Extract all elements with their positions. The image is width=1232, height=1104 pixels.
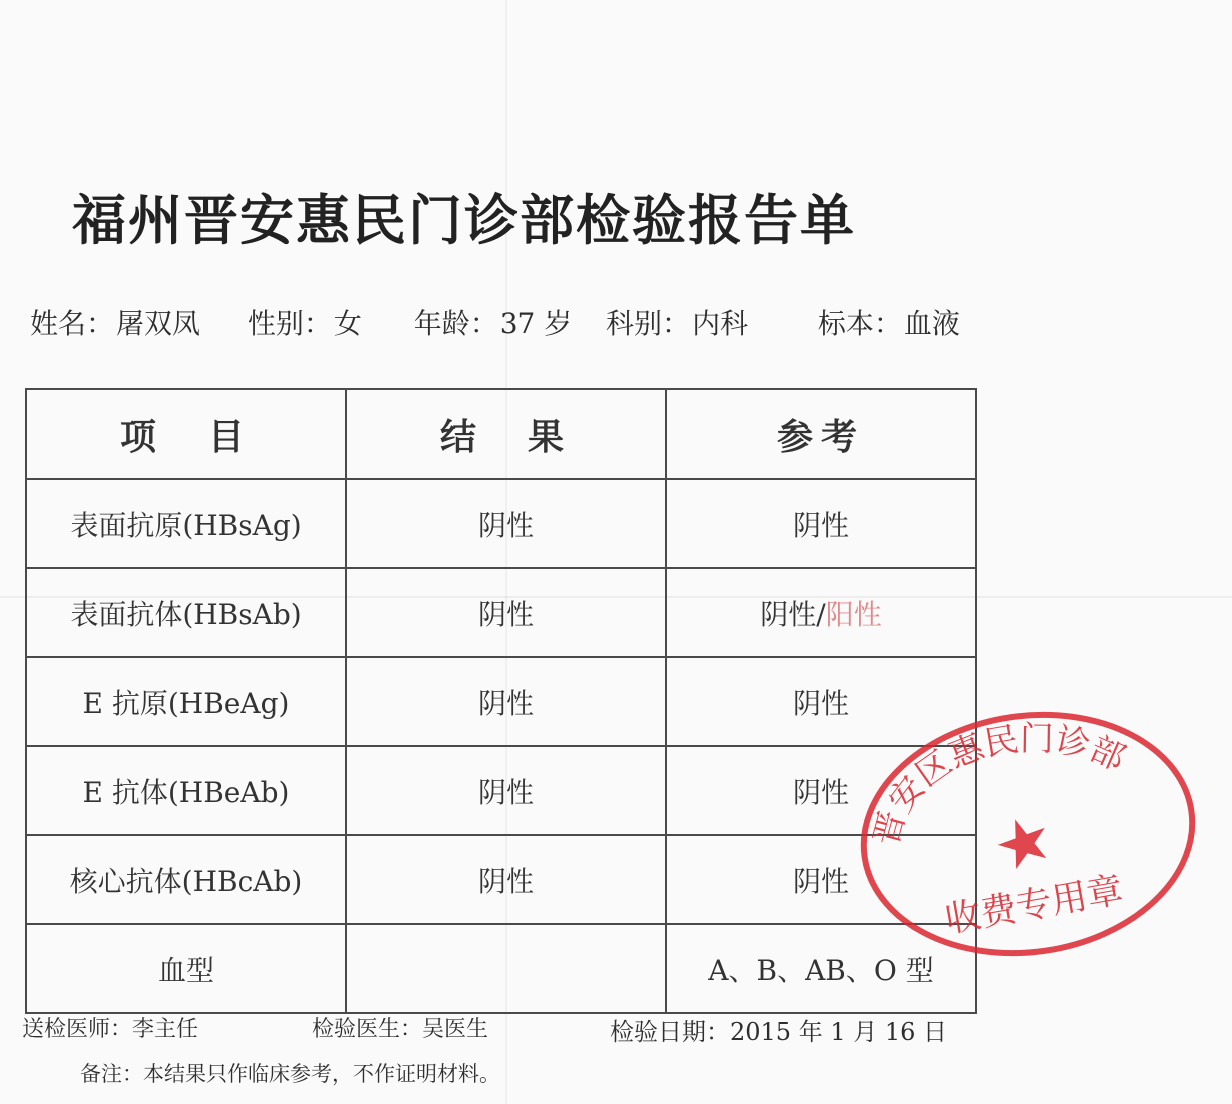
row-result: [346, 924, 666, 1013]
patient-specimen: 血液: [903, 307, 960, 340]
seal-text-bottom: 收费专用章: [941, 869, 1127, 942]
table-row: [26, 835, 976, 924]
row-item: E 抗原(HBeAg): [26, 657, 346, 746]
table-row: [26, 568, 976, 657]
patient-dept: 内科: [692, 307, 749, 340]
row-reference: [666, 568, 976, 657]
reference-negative: 阴性/: [760, 597, 826, 631]
table-row: [26, 657, 976, 746]
examining-doctor-label: 检验医生：: [312, 1017, 423, 1042]
patient-sex: 女: [333, 307, 362, 340]
patient-age: 37 岁: [499, 307, 573, 340]
seal-star-icon: [992, 811, 1055, 872]
referring-doctor: [22, 1012, 198, 1043]
footer-signatures: [22, 1012, 982, 1044]
row-reference: 阴性: [666, 835, 976, 924]
table-header-row: [26, 389, 976, 479]
dept-label: 科别：: [606, 307, 691, 340]
row-result: 阴性: [346, 657, 666, 746]
row-item: E 抗体(HBeAb): [26, 746, 346, 835]
header-result: 结 果: [346, 389, 666, 479]
table-row: [26, 479, 976, 568]
row-reference: 阴性: [666, 479, 976, 568]
row-reference: A、B、AB、O 型: [666, 924, 976, 1013]
official-seal-stamp: [858, 706, 1198, 958]
row-item: 核心抗体(HBcAb): [26, 835, 346, 924]
header-reference: 参考: [666, 389, 976, 479]
row-result: 阴性: [346, 568, 666, 657]
report-title: 福州晋安惠民门诊部检验报告单: [72, 189, 856, 252]
exam-date-value: 2015 年 1 月 16 日: [730, 1018, 948, 1046]
row-reference: 阴性: [666, 657, 976, 746]
referring-doctor-label: 送检医师：: [22, 1017, 133, 1042]
table-row: [26, 924, 976, 1013]
examining-doctor-name: 吴医生: [422, 1017, 489, 1042]
examining-doctor: [312, 1012, 488, 1043]
row-reference: 阴性: [666, 746, 976, 835]
exam-date-label: 检验日期：: [610, 1018, 730, 1046]
age-label: 年龄：: [413, 307, 498, 340]
name-label: 姓名：: [30, 307, 115, 340]
table-row: [26, 746, 976, 835]
reference-positive: 阳性: [825, 597, 882, 631]
header-item: 项 目: [26, 389, 346, 479]
seal-text-arc: 晋安区惠民门诊部: [866, 718, 1132, 851]
row-result: 阴性: [346, 835, 666, 924]
results-table: [25, 388, 977, 1014]
referring-doctor-name: 李主任: [132, 1017, 199, 1042]
sex-label: 性别：: [247, 307, 332, 340]
row-result: 阴性: [346, 479, 666, 568]
patient-info: [30, 302, 960, 342]
specimen-label: 标本：: [817, 307, 902, 340]
footer-note: 备注：本结果只作临床参考，不作证明材料。: [80, 1062, 500, 1086]
row-item: 表面抗原(HBsAg): [26, 479, 346, 568]
patient-name: 屠双凤: [116, 307, 201, 340]
exam-date: [610, 1012, 947, 1047]
row-item: 表面抗体(HBsAb): [26, 568, 346, 657]
row-result: 阴性: [346, 746, 666, 835]
row-item: 血型: [26, 924, 346, 1013]
